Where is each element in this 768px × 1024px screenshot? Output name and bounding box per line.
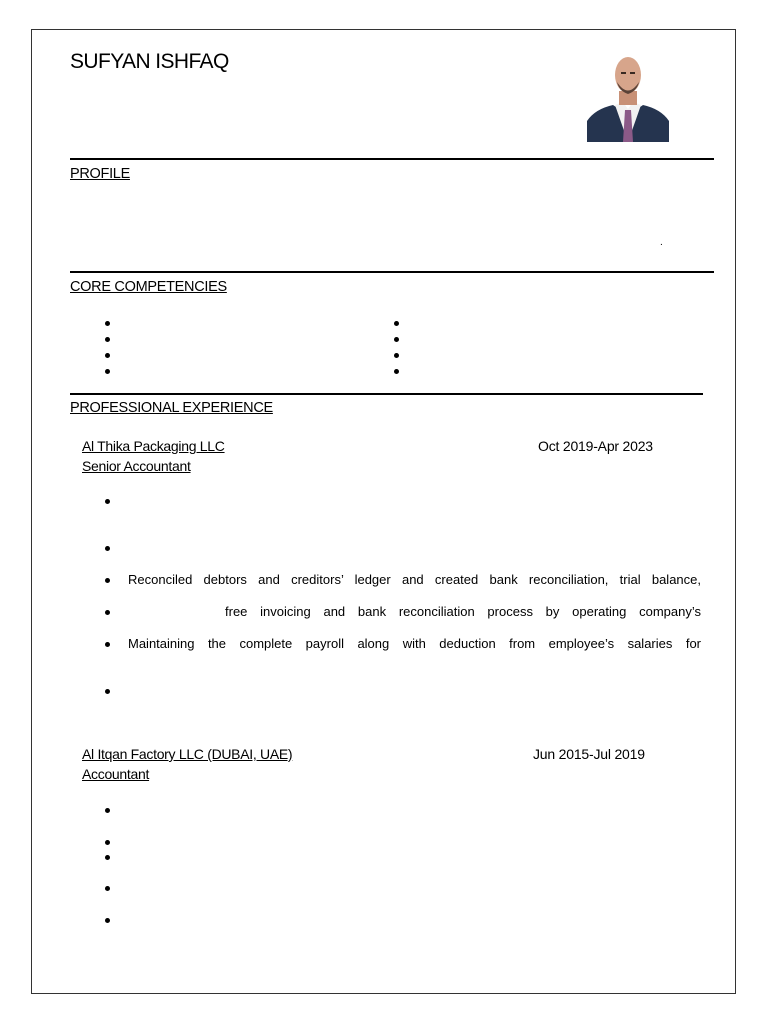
bullet-icon [105,689,110,694]
profile-photo [587,49,669,142]
bullet-icon [105,886,110,891]
bullet-icon [105,855,110,860]
bullet-icon [105,337,110,342]
section-heading-profile: PROFILE [70,166,130,182]
job-company: Al Itqan Factory LLC (DUBAI, UAE) [82,746,293,762]
divider-line [70,393,703,395]
bullet-icon [105,546,110,551]
bullet-icon [105,578,110,583]
section-heading-experience: PROFESSIONAL EXPERIENCE [70,400,273,416]
bullet-icon [105,642,110,647]
divider-line [70,271,714,273]
bullet-icon [105,610,110,615]
bullet-icon [105,808,110,813]
job-bullet-text: Maintaining the complete payroll along with deduction from employee’s salaries for [128,636,701,651]
job-bullet-text: free invoicing and bank reconciliation process by operating company’s [225,604,701,619]
bullet-icon [105,840,110,845]
bullet-icon [105,321,110,326]
bullet-icon [394,321,399,326]
job-bullet-text: Reconciled debtors and creditors’ ledger and created bank reconciliation, trial balance, [128,572,701,587]
bullet-icon [105,918,110,923]
person-photo-icon [587,49,669,142]
bullet-icon [394,369,399,374]
job-title: Accountant [82,766,150,782]
job-title: Senior Accountant [82,458,191,474]
divider-line [70,158,714,160]
candidate-name: SUFYAN ISHFAQ [70,50,229,73]
bullet-icon [105,499,110,504]
profile-text-fragment: . [660,237,663,248]
bullet-icon [394,353,399,358]
job-dates: Oct 2019-Apr 2023 [538,438,653,454]
bullet-icon [394,337,399,342]
resume-page [31,29,736,994]
job-dates: Jun 2015-Jul 2019 [533,746,645,762]
bullet-icon [105,353,110,358]
bullet-icon [105,369,110,374]
section-heading-core-competencies: CORE COMPETENCIES [70,279,227,295]
job-company: Al Thika Packaging LLC [82,438,225,454]
